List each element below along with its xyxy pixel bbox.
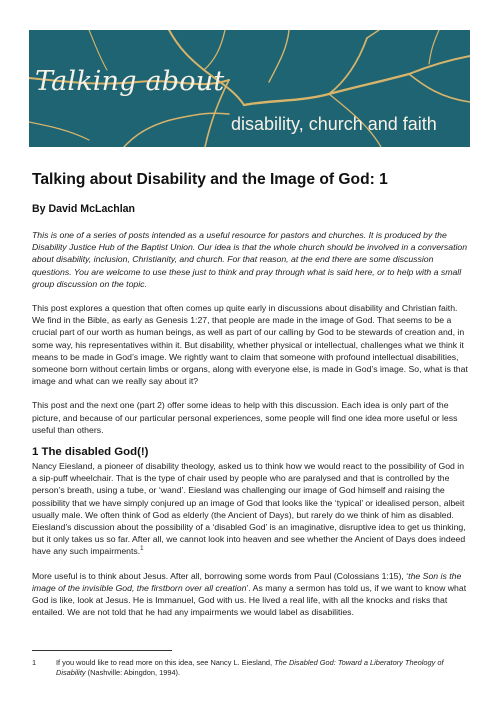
footnote (32, 658, 470, 678)
paragraph-4-start: More useful is to think about Jesus. After all, borrowing some words from Paul (Colossians 1:15), ‘ (32, 570, 409, 581)
footnote-text-end: (Nashville: Abingdon, 1994). (85, 668, 181, 677)
banner-title: Talking about (35, 66, 225, 97)
banner-subtitle: disability, church and faith (231, 114, 437, 134)
footnote-divider (32, 650, 172, 651)
paragraph-2: This post and the next one (part 2) offer some ideas to help with this discussion. Each idea is only part of the picture, and because of our particular personal experiences, some people will find one idea more useful or less useful than others. (32, 400, 458, 435)
paragraph-3 (32, 460, 470, 558)
paragraph-4-quote: the Son is the image of the invisible God, the firstborn over all creation (32, 570, 462, 593)
footnote-text (56, 658, 470, 678)
author-byline: By David McLachlan (32, 203, 136, 215)
paragraph-3-text: Nancy Eiesland, a pioneer of disability theology, asked us to think how we would react to the possibility of God in a sip-puff wheelchair. That is the type of chair used by people who are paralysed and that is controlled by the person’s breath, using a tube, or ‘wand’. Eiesland was challenging our image of God himself and raising the possibility that we have simply conjured up an image of God that looks like the ‘typical’ or idealised person, albeit usually male. We often think of God as elderly (the Ancient of Days), but rarely do we think of him as disabled. Eiesland’s discussion about the possibility of a ‘disabled God’ is an imaginative, disruptive idea to get us thinking, but it only takes us so far. After all, we cannot look into heaven and see whether the Ancient of Days does indeed have any such impairments. (32, 461, 466, 557)
article-title: Talking about Disability and the Image of God: 1 (32, 171, 388, 188)
section-heading: 1 The disabled God(!) (32, 446, 149, 459)
paragraph-4 (32, 570, 470, 619)
footnote-book-title: The Disabled God: Toward a Liberatory Theology of Disability (56, 658, 444, 677)
header-banner (29, 30, 470, 147)
intro-paragraph: This is one of a series of posts intended as a useful resource for pastors and churches. It is produced by the Disability Justice Hub of the Baptist Union. Our idea is that the whole church should be involved in a conversation about disability, inclusion, Christianity, and church. For that reason, at the end there are some discussion questions. You are welcome to use these just to think and pray through what is said here, or to help with a small group discussion on the topic. (32, 230, 468, 289)
paragraph-4-end: ’. As many a sermon has told us, if we want to know what God is like, look at Jesus. He is Immanuel, God with us. He lived a real life, with all the knocks and risks that entailed. We are not told that he had any impairments we would label as disabilities. (32, 582, 467, 618)
footnote-text-start: If you would like to read more on this idea, see Nancy L. Eiesland, (56, 658, 275, 667)
footnote-number: 1 (32, 658, 37, 667)
paragraph-1: This post explores a question that often comes up quite early in discussions about disability and Christian faith. We find in the Bible, as early as Genesis 1:27, that people are made in the image of God. That seems to be a crucial part of our worth as human beings, as well as part of our calling by God to be stewards of creation and, in some way, his representatives within it. But disability, whether physical or intellectual, challenges what we think it means to be made in God’s image. We rightly want to claim that someone with profound intellectual disabilities, someone born without certain limbs or organs, along with everyone else, is made in God’s image. So, what is that image and what can we really say about it? (32, 303, 468, 387)
footnote-reference[interactable]: 1 (140, 546, 144, 553)
article-body (32, 170, 470, 618)
